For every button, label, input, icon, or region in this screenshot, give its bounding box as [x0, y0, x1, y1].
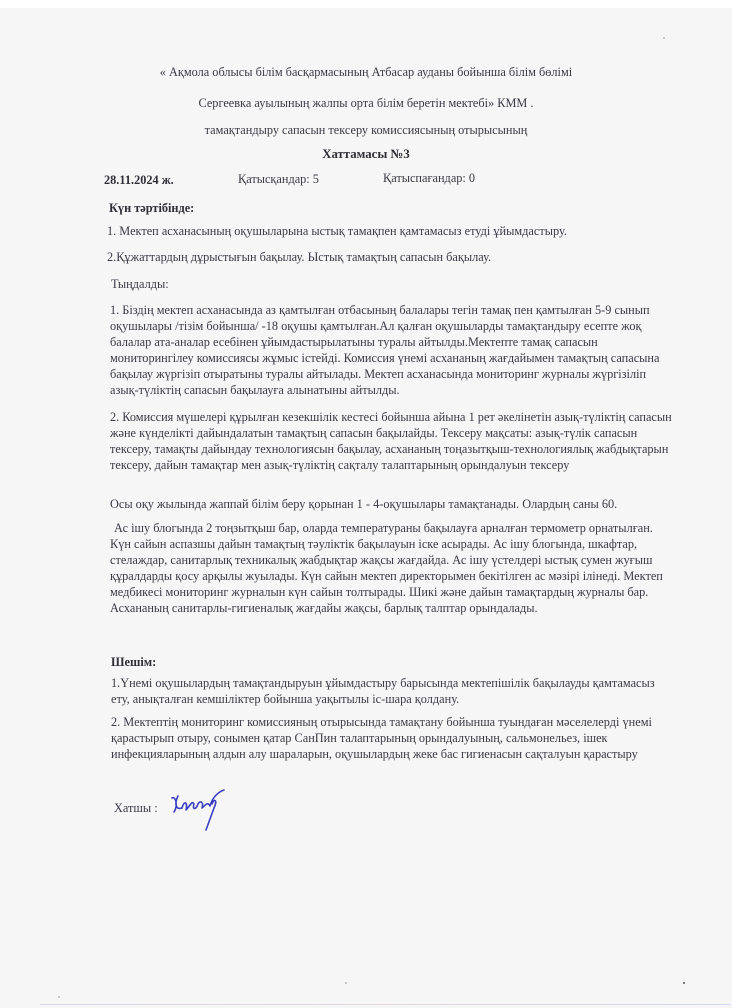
scan-speck [663, 37, 665, 39]
decision-heading: Шешім: [111, 655, 157, 669]
header-line-1: « Ақмола облысы білім басқармасының Атбасар ауданы бойынша білім бөлімі [159, 65, 573, 79]
absent-count: Қатыспағандар: 0 [383, 171, 476, 185]
heard-heading: Тыңдалды: [111, 277, 169, 291]
header-line-3: тамақтандыру сапасын тексеру комиссиясының отырысының [204, 123, 528, 137]
agenda-item-2: 2.Құжаттардың дұрыстығын бақылау. Ыстық тамақтың сапасын бақылау. [107, 250, 492, 264]
decision-paragraph-2: 2. Мектептің мониторинг комиссияның отырысында тамақтану бойынша туындаған мәселелерді үнемі қарастырып отыру, сонымен қатар СанПин талаптарының орындалуының, сальмонельез, ішек инфекцияларының алдын алу шараларын, оқушылардың жеке бас гигиенасын сақталуын қарастыру [111, 715, 652, 762]
agenda-heading: Күн тәртібінде: [109, 201, 195, 215]
header-line-2: Сергеевка ауылының жалпы орта білім беретін мектебі» КММ . [198, 96, 534, 110]
meeting-date: 28.11.2024 ж. [104, 173, 174, 187]
document-title: Хаттамасы №3 [322, 147, 410, 161]
heard-paragraph-1: 1. Біздің мектеп асханасында аз қамтылған отбасының балалары тегін тамақ пен қамтылған 5-9 сынып оқушылары /тізім бойынша/ -18 оқушы қамтылған.Ал қалған оқушыларды тамақтандыру есепте жоқ балалар ата-аналар есебінен ұйымдастырылатыны туралы айтылды.Мектепте тамақ сапасын мониторингілеу комиссиясы жұмыс істейді. Комиссия үнемі асхананың жағдайымен тамақтың сапасына бақылау жүргізіп отыратыны туралы айтылады. Мектеп асханасында мониторинг журналы жүргізіліп азық-түліктің сапасын бақылауға алынатыны айтылды. [110, 303, 660, 398]
scan-speck [58, 996, 60, 998]
heard-paragraph-4: Ас ішу блогында 2 тоңзытқыш бар, оларда температураны бақылауға арналған термометр орнатылған. Күн сайын аспазшы дайын тамақтың тәуліктік бақылауын іске асырады. Ас ішу блогында, шкафтар, стелаждар, санитарлық техникалық жабдықтар жақсы жағдайда. Ас ішу үстелдері ыстық сумен жуғыш құралдарды қосу арқылы жуылады. Күн сайын мектеп директорымен бекітілген ас мәзірі ілінеді. Мектеп медбикесі мониторинг журналын күн сайын толтырады. Шикі және дайын тамақтардың журналы бар. Асхананың санитарлы-гигиеналық жағдайы жақсы, барлық талптар орындалады. [110, 521, 663, 616]
heard-paragraph-3: Осы оқу жылында жаппай білім беру қорынан 1 - 4-оқушылары тамақтанады. Олардың саны 60. [110, 497, 618, 511]
heard-paragraph-2: 2. Комиссия мүшелері құрылған кезекшілік кестесі бойынша айына 1 рет әкелінетін азық-түліктің сапасын және күнделікті дайындалатын тамақтың сапасын бақылайды. Тексеру мақсаты: азық-түлік сапасын тексеру, тамақты дайындау технологиясын бақылау, асхананың тоңазытқыш-технологиялық жабдықтарын тексеру, дайын тамақтар мен азық-түліктің сақталу талаптарының орындалуын тексеру [110, 410, 672, 473]
scan-speck [683, 982, 685, 984]
present-count: Қатысқандар: 5 [238, 172, 319, 186]
decision-paragraph-1: 1.Үнемі оқушылардың тамақтандыруын ұйымдастыру барысында мектепішілік бақылауды қамтамасыз ету, анықталған кемшіліктер бойынша уақытылы іс-шара қолдану. [111, 676, 655, 707]
signature-icon [168, 786, 228, 832]
agenda-item-1: 1. Мектеп асханасының оқушыларына ыстық тамақпен қамтамасыз етуді ұйымдастыру. [107, 224, 567, 238]
secretary-label: Хатшы : [114, 801, 158, 815]
scan-speck [345, 982, 347, 984]
page-bottom-edge [40, 1004, 730, 1005]
